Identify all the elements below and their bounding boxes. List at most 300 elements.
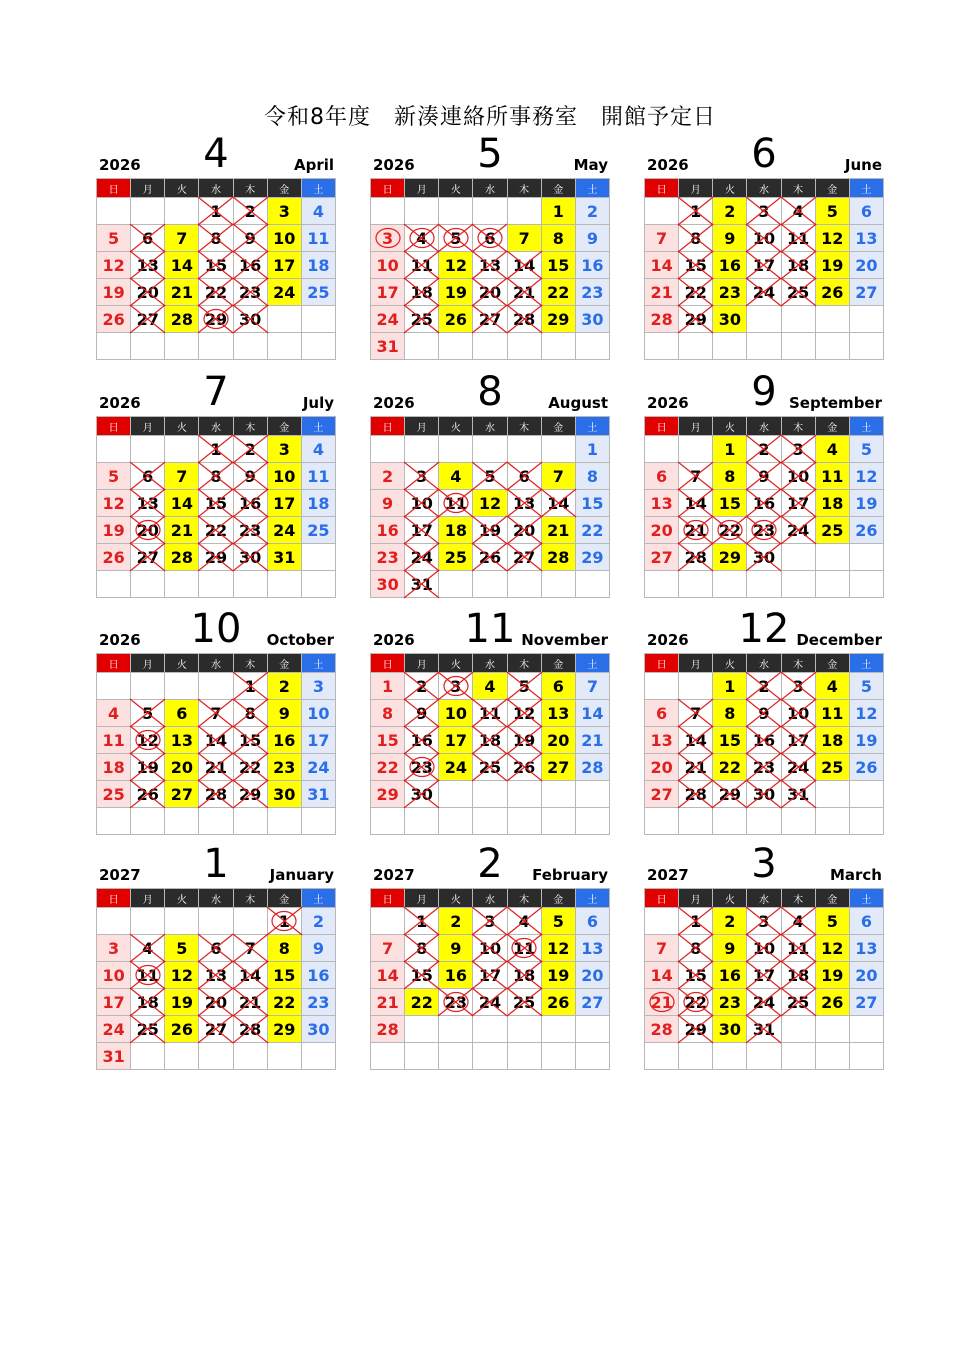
day-cell xyxy=(713,225,747,252)
weekday-header: 水 xyxy=(199,417,233,436)
blank-cell xyxy=(849,808,883,835)
day-number: 4 xyxy=(826,439,838,459)
week-row xyxy=(97,436,336,463)
day-number: 5 xyxy=(142,703,154,723)
week-row xyxy=(371,673,610,700)
month-calendar xyxy=(96,369,336,621)
day-cell xyxy=(131,544,165,571)
weekday-header: 日 xyxy=(97,889,131,908)
day-number: 17 xyxy=(273,255,296,275)
day-cell xyxy=(97,781,131,808)
day-number: 8 xyxy=(416,938,428,958)
day-number: 5 xyxy=(176,938,188,958)
day-cell xyxy=(507,754,541,781)
day-number: 10 xyxy=(787,466,810,486)
day-cell xyxy=(507,700,541,727)
day-cell xyxy=(405,279,439,306)
day-number: 6 xyxy=(552,676,564,696)
day-cell xyxy=(131,989,165,1016)
day-cell xyxy=(713,463,747,490)
day-number: 8 xyxy=(552,228,564,248)
day-number: 29 xyxy=(684,1019,707,1039)
month-number: 12 xyxy=(738,606,790,652)
day-cell xyxy=(541,463,575,490)
day-number: 19 xyxy=(821,965,844,985)
day-cell xyxy=(679,198,713,225)
weekday-header: 水 xyxy=(747,417,781,436)
day-number: 15 xyxy=(273,965,296,985)
blank-cell xyxy=(747,306,781,333)
day-number: 1 xyxy=(416,911,428,931)
day-cell xyxy=(405,727,439,754)
day-cell xyxy=(849,754,883,781)
day-number: 3 xyxy=(792,439,804,459)
day-cell xyxy=(301,225,335,252)
day-number: 19 xyxy=(136,757,159,777)
month-table xyxy=(644,653,884,835)
day-cell xyxy=(747,436,781,463)
week-row xyxy=(371,333,610,360)
day-cell xyxy=(815,908,849,935)
day-number: 15 xyxy=(718,730,741,750)
day-cell xyxy=(371,571,405,598)
day-cell xyxy=(541,908,575,935)
day-cell xyxy=(645,754,679,781)
day-number: 8 xyxy=(724,703,736,723)
blank-cell xyxy=(815,333,849,360)
day-number: 21 xyxy=(376,992,399,1012)
day-cell xyxy=(233,517,267,544)
day-cell xyxy=(781,673,815,700)
blank-cell xyxy=(439,571,473,598)
day-cell xyxy=(747,1016,781,1043)
day-cell xyxy=(507,544,541,571)
day-cell xyxy=(165,252,199,279)
day-number: 4 xyxy=(142,938,154,958)
weekday-header: 水 xyxy=(473,654,507,673)
weekday-header: 水 xyxy=(199,889,233,908)
week-row xyxy=(97,935,336,962)
week-row xyxy=(645,252,884,279)
day-cell xyxy=(199,306,233,333)
day-cell xyxy=(131,490,165,517)
day-cell xyxy=(575,754,609,781)
week-row xyxy=(371,962,610,989)
day-number: 25 xyxy=(513,992,536,1012)
day-number: 15 xyxy=(204,255,228,275)
day-number: 25 xyxy=(821,757,844,777)
day-number: 27 xyxy=(855,992,878,1012)
weekday-header: 水 xyxy=(473,889,507,908)
weekday-header: 水 xyxy=(747,654,781,673)
week-row xyxy=(645,989,884,1016)
week-row xyxy=(645,935,884,962)
day-cell xyxy=(507,252,541,279)
month-calendar xyxy=(96,131,336,383)
day-number: 7 xyxy=(656,938,668,958)
day-cell xyxy=(267,989,301,1016)
day-number: 12 xyxy=(855,703,878,723)
week-row xyxy=(371,544,610,571)
month-table xyxy=(96,416,336,598)
day-number: 16 xyxy=(581,255,604,275)
year-label: 2026 xyxy=(373,631,415,649)
year-label: 2026 xyxy=(99,394,141,412)
blank-cell xyxy=(747,333,781,360)
day-cell xyxy=(405,935,439,962)
weekday-header: 木 xyxy=(507,179,541,198)
weekday-header: 金 xyxy=(815,654,849,673)
day-cell xyxy=(781,989,815,1016)
day-cell xyxy=(713,935,747,962)
day-number: 19 xyxy=(170,992,193,1012)
day-cell xyxy=(371,989,405,1016)
day-number: 27 xyxy=(513,547,536,567)
day-cell xyxy=(679,962,713,989)
day-cell xyxy=(473,490,507,517)
day-cell xyxy=(199,225,233,252)
blank-cell xyxy=(645,673,679,700)
blank-cell xyxy=(541,436,575,463)
day-number: 17 xyxy=(273,493,296,513)
day-number: 6 xyxy=(484,228,496,248)
day-number: 2 xyxy=(758,439,770,459)
day-number: 25 xyxy=(307,520,330,540)
blank-cell xyxy=(473,1043,507,1070)
day-number: 6 xyxy=(860,911,872,931)
day-cell xyxy=(849,700,883,727)
day-cell xyxy=(541,935,575,962)
month-english-name: August xyxy=(548,394,608,412)
day-cell xyxy=(679,225,713,252)
day-cell xyxy=(645,225,679,252)
day-number: 19 xyxy=(513,730,536,750)
day-cell xyxy=(267,1016,301,1043)
day-cell xyxy=(645,1016,679,1043)
day-cell xyxy=(781,781,815,808)
week-row xyxy=(97,252,336,279)
day-number: 1 xyxy=(724,676,736,696)
day-number: 29 xyxy=(273,1019,296,1039)
day-cell xyxy=(507,908,541,935)
day-number: 11 xyxy=(444,493,467,513)
day-cell xyxy=(199,436,233,463)
day-number: 29 xyxy=(376,784,399,804)
day-cell xyxy=(781,935,815,962)
weekday-header: 木 xyxy=(233,179,267,198)
blank-cell xyxy=(233,333,267,360)
day-cell xyxy=(131,727,165,754)
day-cell xyxy=(371,700,405,727)
day-number: 5 xyxy=(860,676,872,696)
day-cell xyxy=(301,1016,335,1043)
blank-cell xyxy=(645,198,679,225)
day-number: 10 xyxy=(307,703,330,723)
day-cell xyxy=(267,279,301,306)
day-cell xyxy=(439,517,473,544)
day-cell xyxy=(849,727,883,754)
day-cell xyxy=(267,908,301,935)
day-cell xyxy=(849,490,883,517)
day-cell xyxy=(371,754,405,781)
week-row xyxy=(97,279,336,306)
day-number: 29 xyxy=(239,784,262,804)
week-row xyxy=(97,962,336,989)
blank-cell xyxy=(541,571,575,598)
week-row xyxy=(645,333,884,360)
day-number: 31 xyxy=(376,336,399,356)
day-cell xyxy=(199,754,233,781)
blank-cell xyxy=(371,198,405,225)
day-number: 11 xyxy=(307,228,330,248)
week-row xyxy=(645,908,884,935)
day-number: 7 xyxy=(656,228,668,248)
year-label: 2026 xyxy=(647,394,689,412)
day-number: 30 xyxy=(718,309,741,329)
day-cell xyxy=(815,436,849,463)
day-number: 24 xyxy=(102,1019,125,1039)
month-english-name: February xyxy=(532,866,608,884)
day-number: 22 xyxy=(204,282,228,302)
weekday-header: 木 xyxy=(781,889,815,908)
month-calendar xyxy=(644,606,884,858)
month-english-name: September xyxy=(789,394,882,412)
day-cell xyxy=(371,517,405,544)
week-row xyxy=(97,463,336,490)
blank-cell xyxy=(473,808,507,835)
blank-cell xyxy=(473,571,507,598)
week-row xyxy=(97,544,336,571)
day-number: 27 xyxy=(136,547,159,567)
day-cell xyxy=(233,279,267,306)
week-row xyxy=(645,571,884,598)
day-cell xyxy=(575,198,609,225)
day-number: 1 xyxy=(210,439,222,459)
day-cell xyxy=(747,463,781,490)
day-number: 12 xyxy=(547,938,570,958)
day-cell xyxy=(97,754,131,781)
blank-cell xyxy=(575,1043,609,1070)
day-cell xyxy=(199,279,233,306)
day-cell xyxy=(267,198,301,225)
day-number: 23 xyxy=(410,757,433,777)
day-cell xyxy=(371,935,405,962)
day-number: 9 xyxy=(416,703,428,723)
week-row xyxy=(645,436,884,463)
day-number: 27 xyxy=(204,1019,228,1039)
blank-cell xyxy=(781,1016,815,1043)
day-cell xyxy=(815,989,849,1016)
blank-cell xyxy=(267,1043,301,1070)
day-cell xyxy=(267,436,301,463)
blank-cell xyxy=(849,544,883,571)
page-title: 令和8年度 新湊連絡所事務室 開館予定日 xyxy=(264,105,716,130)
day-number: 21 xyxy=(513,282,536,302)
day-cell xyxy=(679,935,713,962)
day-number: 22 xyxy=(239,757,262,777)
month-number: 11 xyxy=(464,606,516,652)
day-cell xyxy=(575,727,609,754)
day-number: 14 xyxy=(547,493,570,513)
day-number: 16 xyxy=(444,965,467,985)
day-cell xyxy=(679,306,713,333)
day-cell xyxy=(507,225,541,252)
day-number: 1 xyxy=(690,201,702,221)
day-number: 4 xyxy=(792,911,804,931)
day-cell xyxy=(645,252,679,279)
week-row xyxy=(97,198,336,225)
day-cell xyxy=(473,962,507,989)
day-number: 14 xyxy=(513,255,536,275)
day-cell xyxy=(165,935,199,962)
day-cell xyxy=(713,673,747,700)
day-cell xyxy=(439,490,473,517)
blank-cell xyxy=(507,781,541,808)
weekday-header: 月 xyxy=(679,889,713,908)
weekday-header: 日 xyxy=(645,417,679,436)
day-number: 26 xyxy=(855,757,878,777)
day-number: 19 xyxy=(444,282,467,302)
month-table xyxy=(644,178,884,360)
day-cell xyxy=(165,754,199,781)
blank-cell xyxy=(301,544,335,571)
blank-cell xyxy=(575,571,609,598)
day-number: 23 xyxy=(752,520,776,540)
weekday-header: 金 xyxy=(541,179,575,198)
day-number: 11 xyxy=(787,938,810,958)
day-number: 15 xyxy=(581,493,604,513)
day-number: 22 xyxy=(718,520,741,540)
blank-cell xyxy=(849,1016,883,1043)
weekday-header: 月 xyxy=(679,179,713,198)
week-row xyxy=(371,571,610,598)
weekday-header: 火 xyxy=(439,417,473,436)
year-label: 2027 xyxy=(373,866,415,884)
blank-cell xyxy=(473,436,507,463)
day-cell xyxy=(815,490,849,517)
day-cell xyxy=(97,1016,131,1043)
week-row xyxy=(645,808,884,835)
day-cell xyxy=(645,962,679,989)
blank-cell xyxy=(507,1016,541,1043)
blank-cell xyxy=(199,808,233,835)
blank-cell xyxy=(575,1016,609,1043)
day-cell xyxy=(267,935,301,962)
day-cell xyxy=(439,935,473,962)
day-cell xyxy=(507,989,541,1016)
blank-cell xyxy=(781,333,815,360)
day-number: 10 xyxy=(478,938,502,958)
weekday-header: 木 xyxy=(781,654,815,673)
weekday-header: 木 xyxy=(507,417,541,436)
week-row xyxy=(371,279,610,306)
day-number: 6 xyxy=(656,466,668,486)
day-number: 10 xyxy=(273,466,296,486)
day-number: 10 xyxy=(273,228,296,248)
day-cell xyxy=(233,1016,267,1043)
day-number: 9 xyxy=(312,938,324,958)
day-cell xyxy=(131,962,165,989)
weekday-header: 金 xyxy=(267,654,301,673)
blank-cell xyxy=(371,1043,405,1070)
day-number: 2 xyxy=(382,466,394,486)
day-cell xyxy=(849,198,883,225)
day-number: 26 xyxy=(855,520,878,540)
weekday-header: 土 xyxy=(301,417,335,436)
week-row xyxy=(645,306,884,333)
day-number: 25 xyxy=(136,1019,159,1039)
blank-cell xyxy=(301,306,335,333)
day-number: 23 xyxy=(444,992,467,1012)
day-cell xyxy=(233,490,267,517)
day-cell xyxy=(233,436,267,463)
blank-cell xyxy=(131,673,165,700)
day-cell xyxy=(713,544,747,571)
day-cell xyxy=(405,700,439,727)
week-row xyxy=(371,781,610,808)
weekday-header: 月 xyxy=(131,417,165,436)
day-number: 12 xyxy=(821,228,844,248)
day-number: 30 xyxy=(273,784,296,804)
weekday-header: 火 xyxy=(165,889,199,908)
weekday-header: 水 xyxy=(747,889,781,908)
day-number: 23 xyxy=(718,992,741,1012)
week-row xyxy=(371,754,610,781)
blank-cell xyxy=(165,808,199,835)
blank-cell xyxy=(97,436,131,463)
blank-cell xyxy=(713,1043,747,1070)
day-number: 8 xyxy=(210,228,222,248)
day-number: 7 xyxy=(690,466,702,486)
day-cell xyxy=(439,225,473,252)
day-cell xyxy=(541,517,575,544)
day-number: 17 xyxy=(752,255,776,275)
day-number: 6 xyxy=(142,466,154,486)
day-cell xyxy=(575,673,609,700)
day-number: 20 xyxy=(513,520,536,540)
day-number: 28 xyxy=(581,757,604,777)
week-row xyxy=(371,700,610,727)
week-row xyxy=(645,673,884,700)
day-cell xyxy=(713,908,747,935)
day-number: 28 xyxy=(513,309,536,329)
day-number: 10 xyxy=(752,938,776,958)
weekday-header: 月 xyxy=(131,654,165,673)
day-cell xyxy=(713,279,747,306)
blank-cell xyxy=(541,1043,575,1070)
weekday-header: 土 xyxy=(575,654,609,673)
day-number: 13 xyxy=(855,938,878,958)
blank-cell xyxy=(405,808,439,835)
week-row xyxy=(371,252,610,279)
day-number: 13 xyxy=(581,938,604,958)
weekday-header: 月 xyxy=(679,417,713,436)
weekday-header: 土 xyxy=(301,179,335,198)
blank-cell xyxy=(473,333,507,360)
day-cell xyxy=(575,279,609,306)
day-number: 20 xyxy=(855,255,878,275)
day-cell xyxy=(371,306,405,333)
day-cell xyxy=(815,225,849,252)
day-cell xyxy=(165,279,199,306)
day-number: 6 xyxy=(142,228,154,248)
day-cell xyxy=(645,279,679,306)
weekday-header: 火 xyxy=(165,417,199,436)
day-cell xyxy=(301,198,335,225)
day-cell xyxy=(507,962,541,989)
week-row xyxy=(371,198,610,225)
day-cell xyxy=(541,306,575,333)
